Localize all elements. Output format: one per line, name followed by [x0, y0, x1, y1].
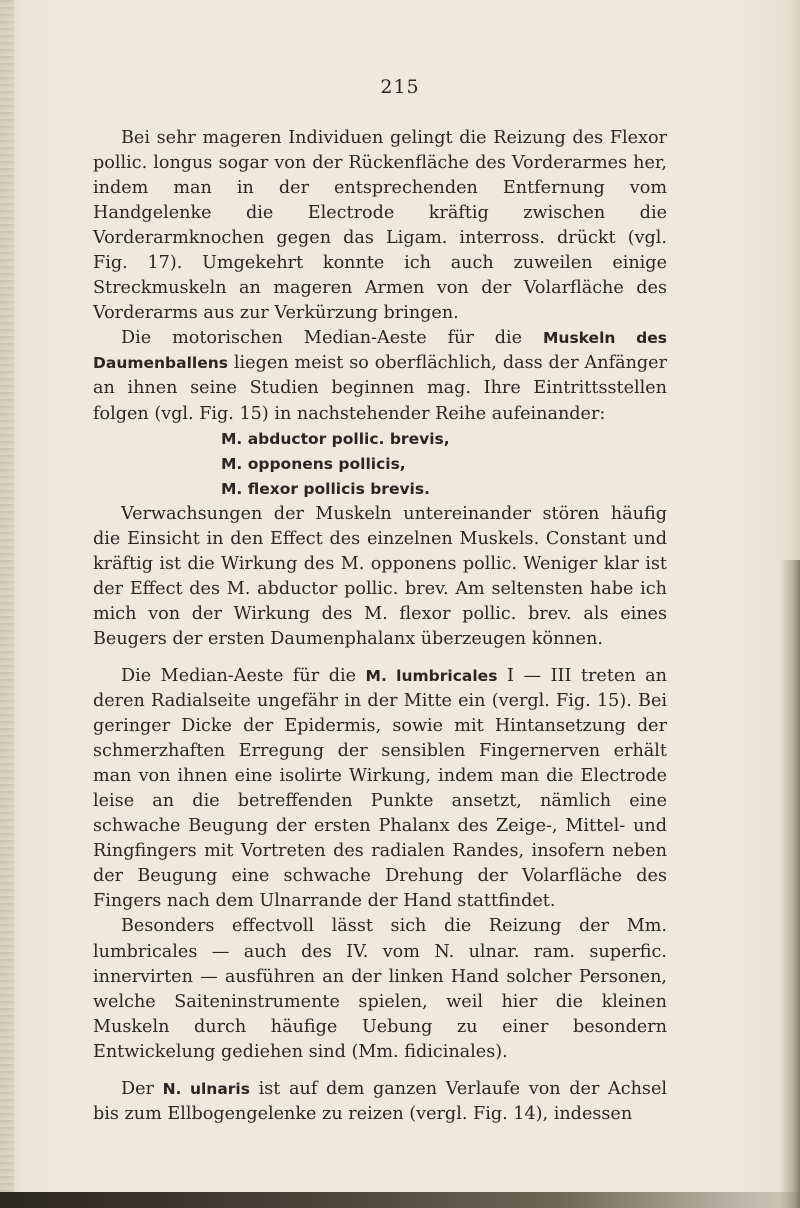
- emphasis-lumbricales: M. lumbricales: [365, 666, 498, 685]
- paragraph-string-players: Besonders effectvoll lässt sich die Reizung der Mm. lumbricales — auch des IV. vom N. ulnar. ram. superfic. innervirten — ausführen an der linken Hand solcher Personen, welche Saiteninstrumente spielen, weil hier die kleinen Muskeln durch häufige Uebung zu einer besondern Entwickelung gediehen sind (Mm. fidicinales).: [93, 916, 667, 1062]
- page-bottom-edge: [0, 1192, 800, 1208]
- page-left-edge: [0, 0, 14, 1208]
- paragraph-ulnar-nerve: [93, 1077, 667, 1127]
- paragraph-flexor-longus: Bei sehr mageren Individuen gelingt die Reizung des Flexor pollic. longus sogar von der Rückenfläche des Vorderarmes her, indem man in der entsprechenden Entfernung vom Handgelenke die Electrode kräftig zwischen die Vorderarmknochen gegen das Ligam. interross. drückt (vgl. Fig. 17). Umgekehrt konnte ich auch zuweilen einige Streckmuskeln an mageren Armen von der Volarfläche des Vorderarms aus zur Verkürzung bringen.: [93, 128, 667, 324]
- paragraph-lumbricales-start: Die Median-Aeste für die: [121, 665, 366, 686]
- paragraph-ulnar-nerve-end: ist auf dem ganzen Verlaufe von der Achsel bis zum Ellbogengelenke zu reizen (vergl. Fig. 14), indessen: [93, 1078, 667, 1124]
- page-number-text: 215: [380, 76, 420, 98]
- muscle-list-item: M. opponens pollicis,: [221, 454, 406, 473]
- paragraph-adhesions: Verwachsungen der Muskeln untereinander stören häufig die Einsicht in den Effect des einzelnen Muskels. Constant und kräftig ist die Wirkung des M. opponens pollic. Weniger klar ist der Effect des M. abductor pollic. brev. Am seltensten habe ich mich von der Wirkung des M. flexor pollic. brev. als eines Beugers der ersten Daumenphalanx überzeugen können.: [93, 503, 667, 649]
- page-right-shadow: [780, 560, 800, 1208]
- paragraph-median-branches-start: Die motorischen Median-Aeste für die: [121, 328, 543, 349]
- muscle-list-item: M. abductor pollic. brevis,: [221, 429, 450, 448]
- body-text: [93, 126, 667, 1127]
- muscle-list-item: M. flexor pollicis brevis.: [221, 479, 430, 498]
- paragraph-lumbricales: [93, 664, 667, 914]
- paragraph-median-branches: [93, 326, 667, 426]
- page-number: [0, 76, 800, 98]
- paragraph-lumbricales-end: I — III treten an deren Radialseite ungefähr in der Mitte ein (vergl. Fig. 15). Bei geringer Dicke der Epidermis, sowie mit Hintansetzung der schmerzhaften Erregung der sensiblen Fingernerven erhält man von ihnen eine isolirte Wirkung, indem man die Electrode leise an die betreffenden Punkte ansetzt, nämlich eine schwache Beugung der ersten Phalanx des Zeige-, Mittel- und Ringfingers mit Vortreten des radialen Randes, insofern neben der Beugung eine schwache Drehung der Volarfläche des Fingers nach dem Ulnarrande der Hand stattfindet.: [93, 665, 667, 912]
- paragraph-ulnar-nerve-start: Der: [121, 1078, 163, 1099]
- emphasis-thenar-muscles: Muskeln des Daumenballens: [93, 329, 667, 373]
- muscle-list: [93, 427, 667, 502]
- emphasis-ulnar-nerve: N. ulnaris: [162, 1079, 250, 1098]
- paragraph-median-branches-end: liegen meist so oberflächlich, dass der Anfänger an ihnen seine Studien beginnen mag. Ihre Eintrittsstellen folgen (vgl. Fig. 15) in nachstehender Reihe aufeinander:: [93, 353, 667, 424]
